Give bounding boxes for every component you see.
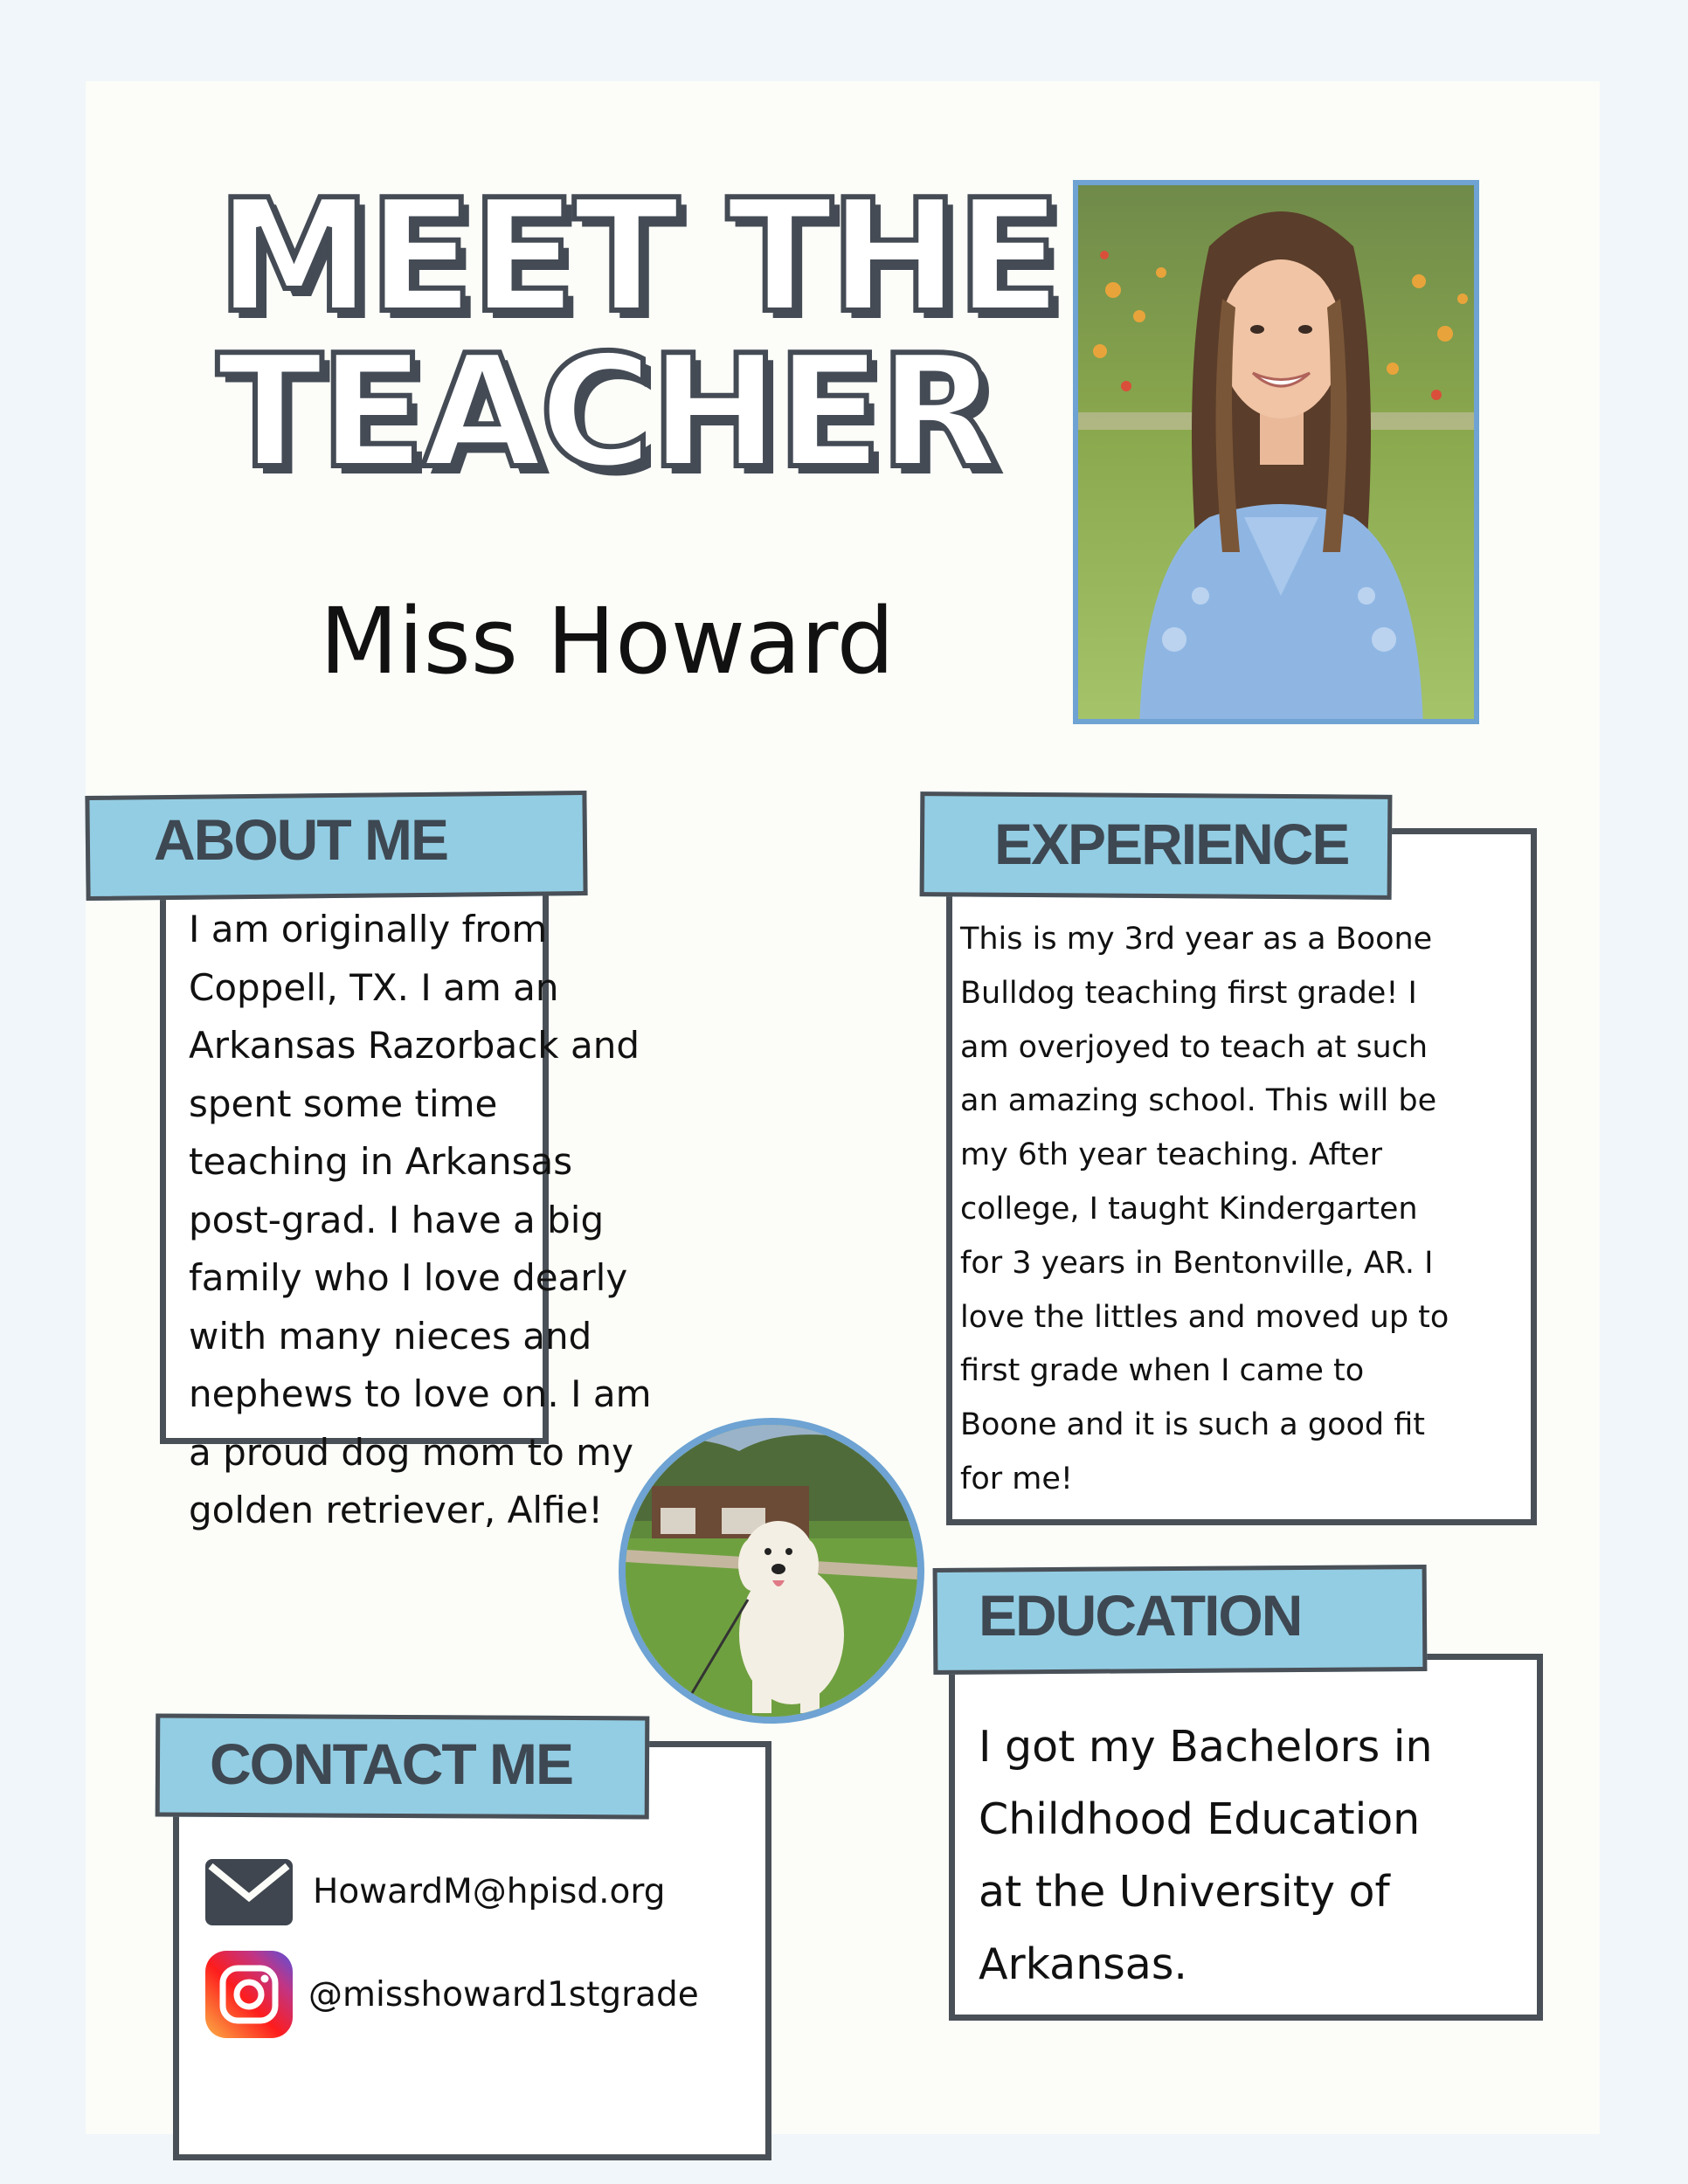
experience-text: This is my 3rd year as a Boone Bulldog teaching first grade! I am overjoyed to teach at such an amazing school. This will be my 6th year teaching. After college, I taught Kindergarten for 3 years in Bentonville, AR. I love the littles and moved up to first grade when I came to Boone and it is such a good fit for me! [960, 922, 1449, 1496]
title-line-1: MEET THE [217, 166, 1059, 347]
education-heading: EDUCATION [979, 1583, 1302, 1648]
experience-heading: EXPERIENCE [994, 812, 1349, 876]
education-text: I got my Bachelors in Childhood Education at the University of Arkansas. [979, 1722, 1433, 1989]
instagram-handle-link[interactable]: @misshoward1stgrade [308, 1975, 699, 2015]
dog-photo [619, 1418, 924, 1724]
flyer-page [86, 81, 1600, 2134]
title-line-2: TEACHER [217, 321, 996, 502]
envelope-icon [205, 1859, 293, 1925]
about-me-heading: ABOUT ME [154, 807, 447, 872]
teacher-portrait-photo [1073, 180, 1479, 724]
contact-me-heading: CONTACT ME [210, 1731, 573, 1796]
teacher-name: Miss Howard [320, 588, 895, 695]
about-me-text: I am originally from Coppell, TX. I am an Arkansas Razorback and spent some time teaching in Arkansas post-grad. I have a big family who I love dearly with many nieces and nephews to love on. I am a proud dog mom to my golden retriever, Alfie! [189, 908, 652, 1531]
email-link[interactable]: HowardM@hpisd.org [313, 1872, 666, 1911]
instagram-icon [205, 1951, 293, 2038]
